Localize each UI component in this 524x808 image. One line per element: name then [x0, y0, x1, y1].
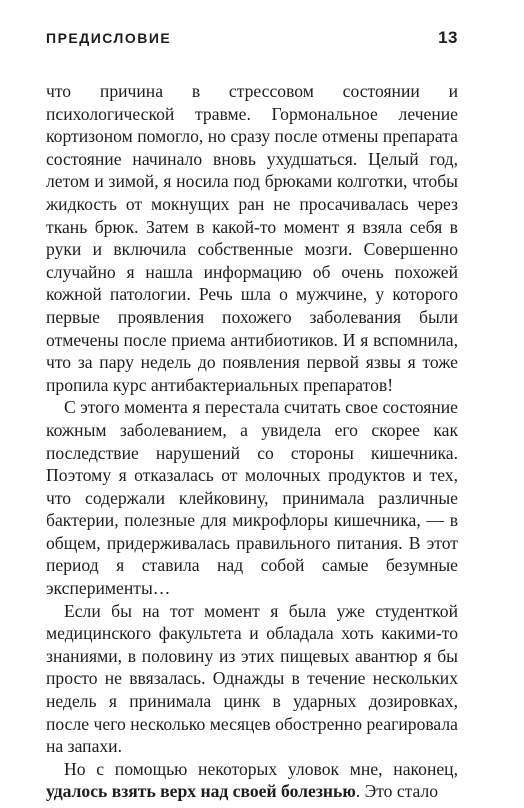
paragraph-1: что причина в стрессовом состоянии и психологической травме. Гормональное лечение кортизоном помогло, но сразу после отмены препарата состояние начинало вновь ухудшаться. Целый год, летом и зимой, я носила под брюками колготки, чтобы жидкость от мокнущих ран не просачивалась через ткань брюк. Затем в какой-то момент я взяла себя в руки и включила собственные мозги. Совершенно случайно я нашла информацию об очень похожей кожной патологии. Речь шла о мужчине, у которого первые проявления похожего заболевания были отмечены после приема антибиотиков. И я вспомнила, что за пару недель до появления первой язвы я тоже пропила курс антибактериальных препаратов!: [46, 81, 458, 395]
paragraph-2: С этого момента я перестала считать свое состояние кожным заболеванием, а увидела его скорее как последствие нарушений со стороны кишечника. Поэтому я отказалась от молочных продуктов и тех, что содержали клейковину, принимала различные бактерии, полезные для микрофлоры кишечника, — в общем, придерживалась правильного питания. В этот период я ставила над собой самые безумные эксперименты…: [46, 397, 458, 599]
paragraph-4-bold: удалось взять верх над своей болезнью: [46, 781, 356, 802]
paragraph-4-lead: Но с помощью некоторых уловок мне, наконец,: [64, 758, 458, 779]
paragraph-4: [46, 758, 458, 803]
section-title: ПРЕДИСЛОВИЕ: [46, 30, 172, 46]
body-text: [46, 80, 458, 803]
paragraph-3: Если бы на тот момент я была уже студенткой медицинского факультета и обладала хоть какими-то знаниями, в половину из этих пищевых авантюр я бы просто не ввязалась. Однажды в течение нескольких недель я принимала цинк в ударных дозировках, после чего несколько месяцев обостренно реагировала на запахи.: [46, 600, 458, 757]
running-header: [46, 28, 458, 48]
paragraph-4-tail: . Это стало: [355, 781, 439, 802]
page-number: 13: [438, 28, 458, 47]
